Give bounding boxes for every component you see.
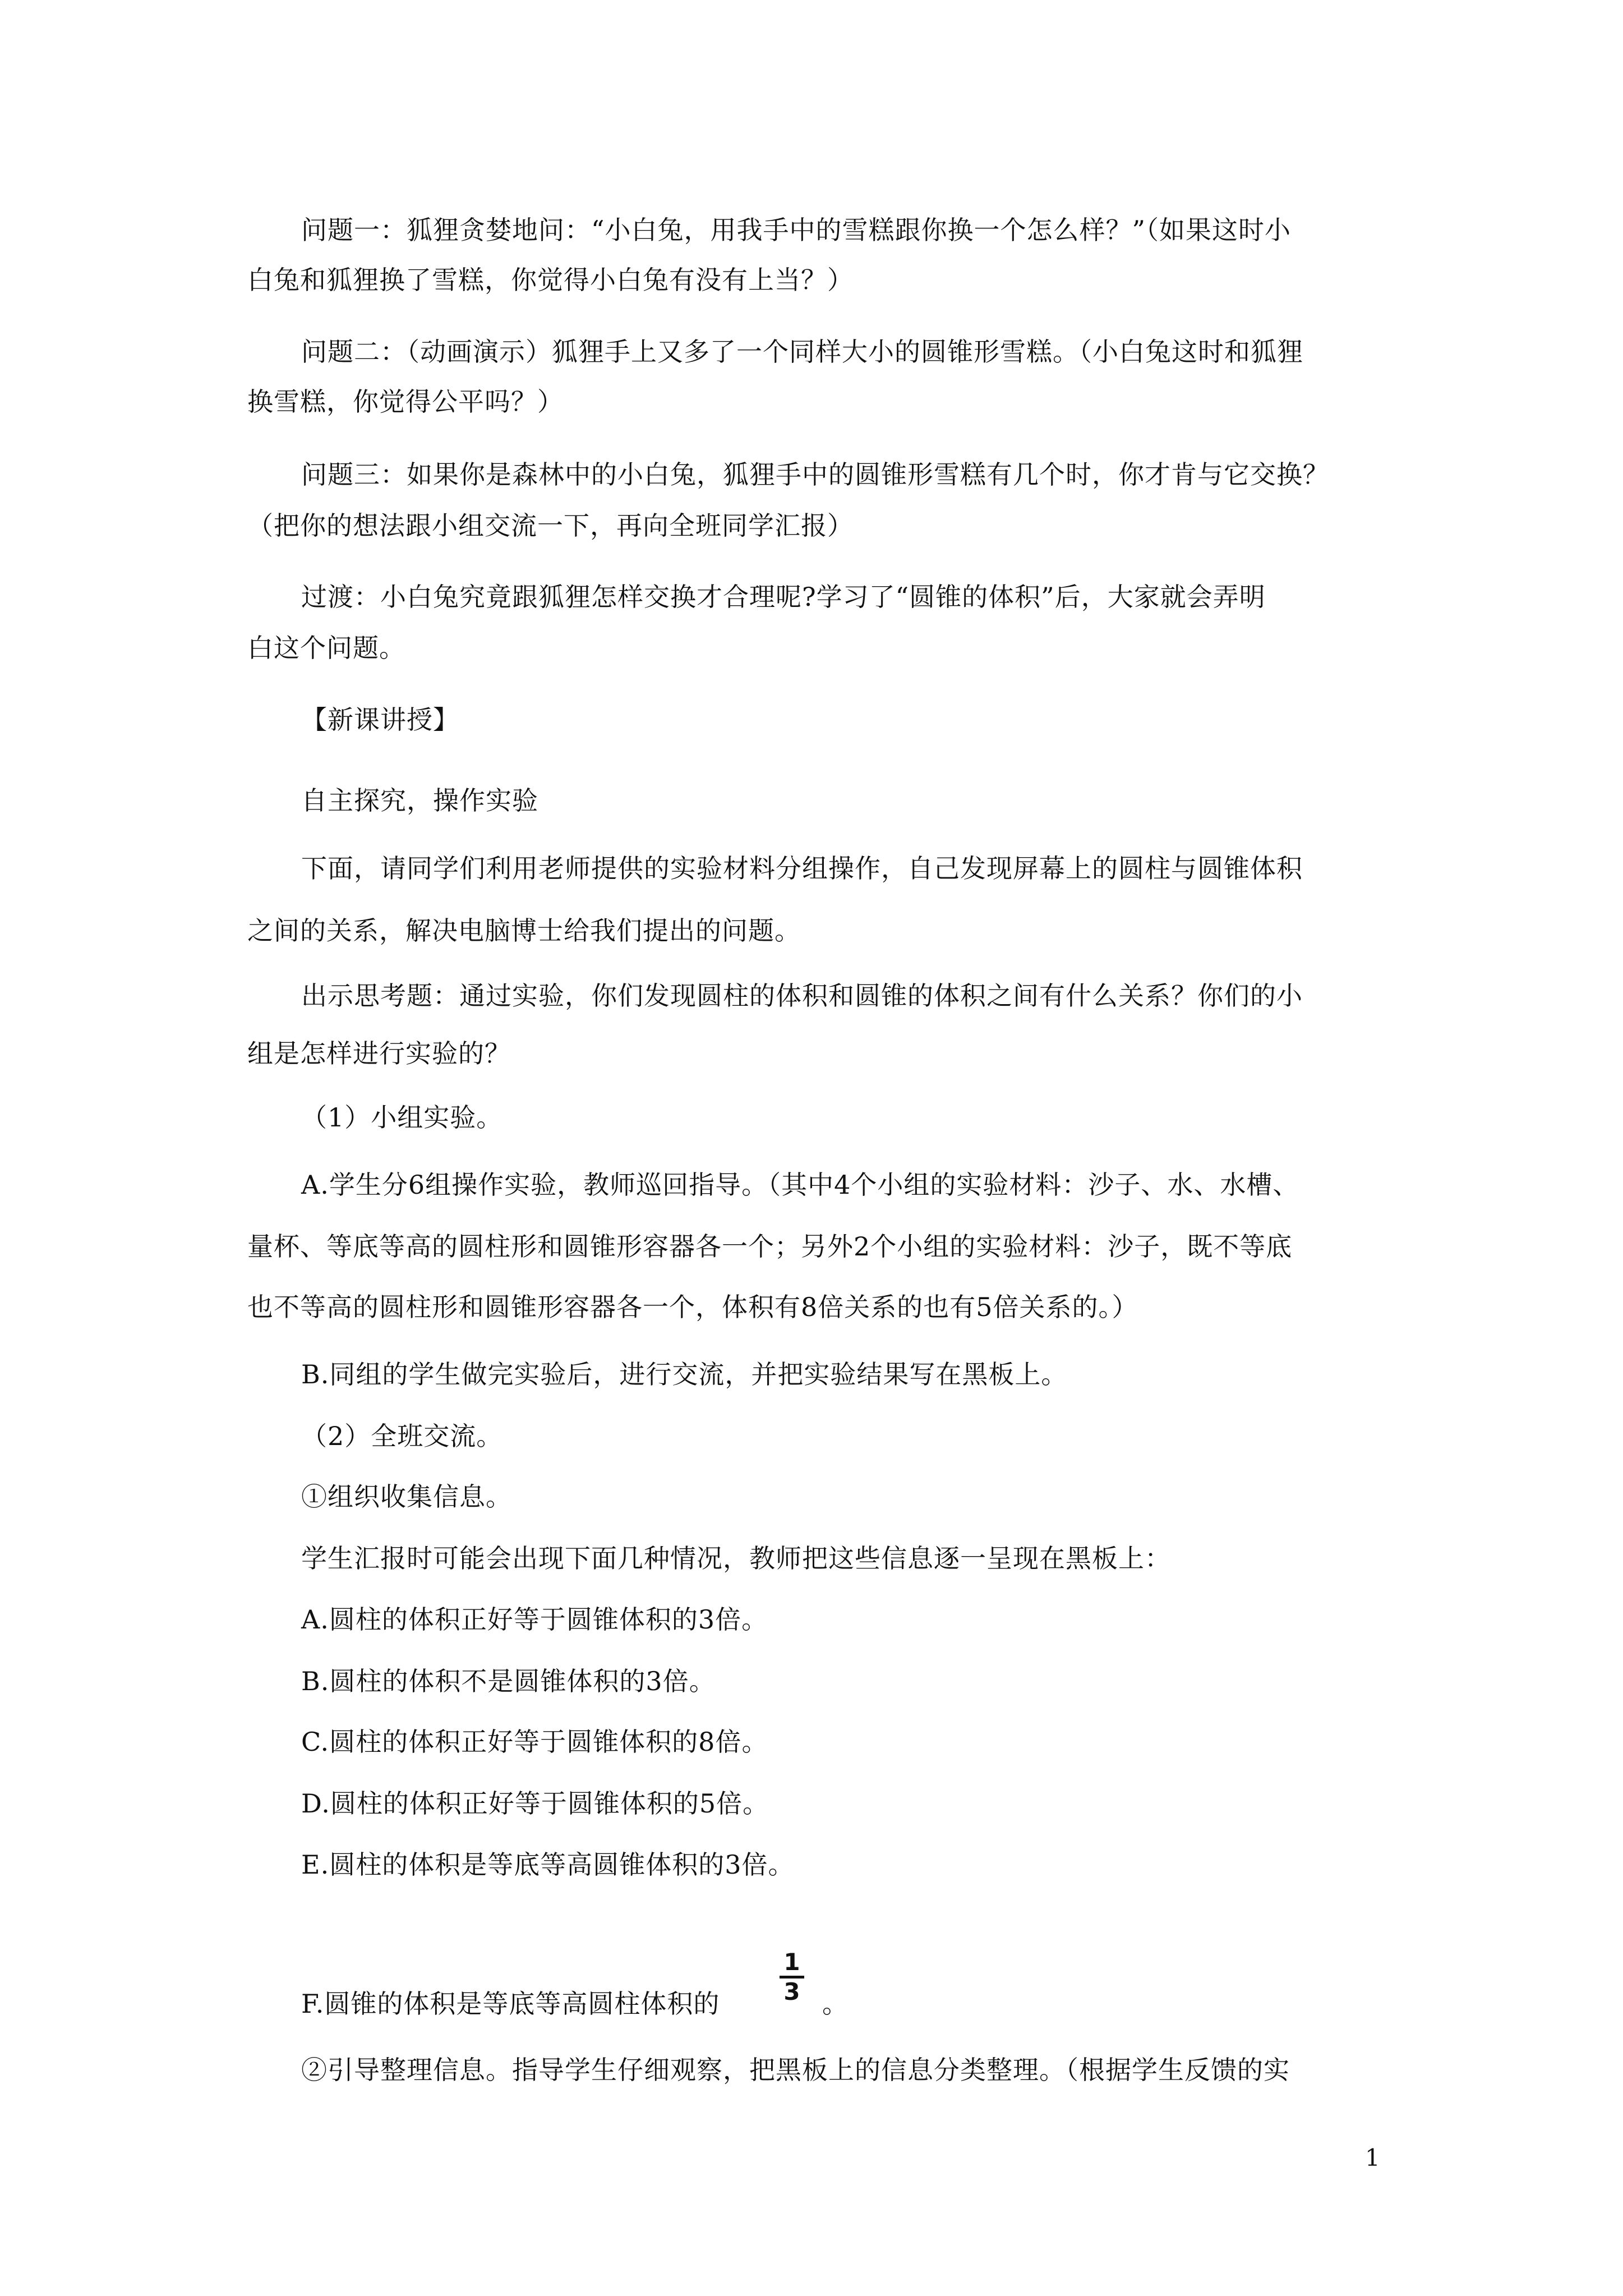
paragraph-line: A.学生分6组操作实验，教师巡回指导。（其中4个小组的实验材料：沙子、水、水槽、 [301,1170,1299,1200]
fraction-denominator: 3 [783,1978,800,2005]
sentence-end-period: 。 [822,1989,849,2019]
list-item: B.圆柱的体积不是圆锥体积的3倍。 [301,1666,716,1696]
fraction-numerator: 1 [783,1948,800,1976]
paragraph-line: （1）小组实验。 [301,1102,503,1133]
paragraph-line: （把你的想法跟小组交流一下，再向全班同学汇报） [247,510,854,541]
list-item: A.圆柱的体积正好等于圆锥体积的3倍。 [301,1604,768,1635]
paragraph-line: 出示思考题：通过实验，你们发现圆柱的体积和圆锥的体积之间有什么关系？你们的小 [301,981,1303,1011]
paragraph-line: B.同组的学生做完实验后，进行交流，并把实验结果写在黑板上。 [301,1359,1068,1389]
page-number: 1 [1365,2144,1380,2171]
paragraph-line: ①组织收集信息。 [301,1481,512,1512]
paragraph-line: 过渡：小白兔究竟跟狐狸怎样交换才合理呢?学习了“圆锥的体积”后，大家就会弄明 [301,582,1266,612]
paragraph-line: 组是怎样进行实验的？ [247,1038,511,1069]
paragraph-line: 问题三：如果你是森林中的小白兔，狐狸手中的圆锥形雪糕有几个时，你才肯与它交换？ [301,459,1329,490]
paragraph-line: （2）全班交流。 [301,1421,503,1451]
paragraph-line: 问题二：（动画演示）狐狸手上又多了一个同样大小的圆锥形雪糕。（小白兔这时和狐狸 [301,337,1303,367]
paragraph-line: 白这个问题。 [247,633,405,663]
paragraph-line: 自主探究，操作实验 [301,785,538,816]
list-item: E.圆柱的体积是等底等高圆锥体积的3倍。 [301,1849,795,1880]
paragraph-line: 量杯、等底等高的圆柱形和圆锥形容器各一个；另外2个小组的实验材料：沙子，既不等底 [247,1231,1293,1262]
paragraph-line: 问题一：狐狸贪婪地问：“小白兔，用我手中的雪糕跟你换一个怎么样？”（如果这时小 [301,215,1292,245]
paragraph-line: 也不等高的圆柱形和圆锥形容器各一个，体积有8倍关系的也有5倍关系的。） [247,1292,1138,1322]
list-item: F.圆锥的体积是等底等高圆柱体积的 [301,1989,720,2019]
paragraph-line: 白兔和狐狸换了雪糕，你觉得小白兔有没有上当？） [247,265,854,295]
paragraph-line: 下面，请同学们利用老师提供的实验材料分组操作，自己发现屏幕上的圆柱与圆锥体积 [301,853,1303,884]
paragraph-line: 之间的关系，解决电脑博士给我们提出的问题。 [247,915,801,946]
paragraph-line: 换雪糕，你觉得公平吗？） [247,386,564,417]
list-item: D.圆柱的体积正好等于圆锥体积的5倍。 [301,1788,769,1819]
section-heading: 【新课讲授】 [301,705,459,735]
fraction-one-third [780,1950,804,2004]
paragraph-line: 学生汇报时可能会出现下面几种情况，教师把这些信息逐一呈现在黑板上： [301,1543,1171,1573]
paragraph-line: ②引导整理信息。指导学生仔细观察，把黑板上的信息分类整理。（根据学生反馈的实 [301,2055,1290,2085]
list-item: C.圆柱的体积正好等于圆锥体积的8倍。 [301,1727,768,1757]
